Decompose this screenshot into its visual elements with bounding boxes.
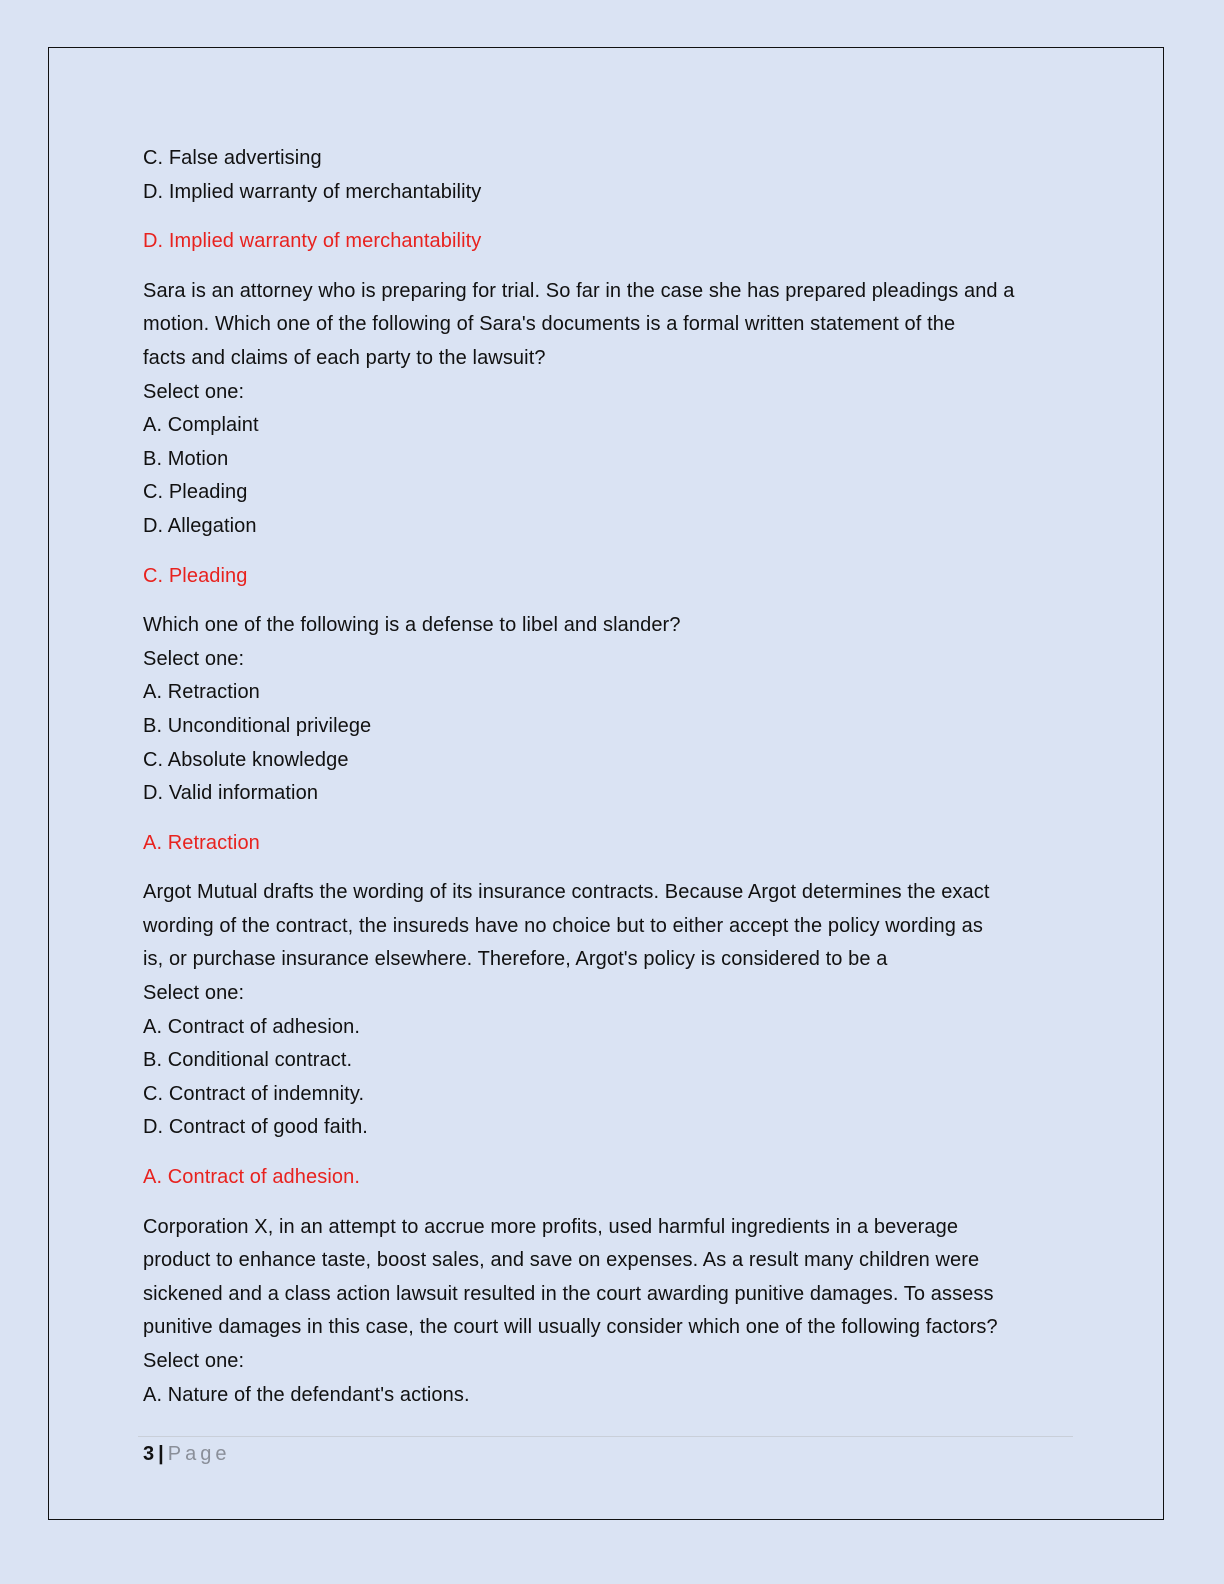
- question-3: [143, 609, 1083, 811]
- option: A. Nature of the defendant's actions.: [143, 1383, 470, 1406]
- footer-separator: |: [158, 1443, 164, 1465]
- question-text-line: facts and claims of each party to the lawsuit?: [143, 346, 546, 369]
- option: D. Contract of good faith.: [143, 1116, 368, 1139]
- option: A. Contract of adhesion.: [143, 1015, 360, 1038]
- select-one-label: Select one:: [143, 380, 245, 403]
- option: C. Pleading: [143, 481, 248, 504]
- select-one-label: Select one:: [143, 647, 245, 670]
- document-body: [143, 142, 1083, 1412]
- option: D. Valid information: [143, 782, 319, 805]
- option: A. Complaint: [143, 414, 259, 437]
- option: B. Motion: [143, 447, 229, 470]
- question-text-line: product to enhance taste, boost sales, and save on expenses. As a result many children were: [143, 1249, 980, 1272]
- option: B. Conditional contract.: [143, 1049, 353, 1072]
- question-text-line: is, or purchase insurance elsewhere. Therefore, Argot's policy is considered to be a: [143, 948, 888, 971]
- option: C. Absolute knowledge: [143, 748, 349, 771]
- option: A. Retraction: [143, 681, 260, 704]
- select-one-label: Select one:: [143, 1350, 245, 1372]
- select-one-label: Select one:: [143, 982, 245, 1005]
- page-label: Page: [167, 1443, 231, 1465]
- option: C. False advertising: [143, 147, 322, 169]
- question-1-options-tail: [143, 142, 1083, 209]
- question-text-line: motion. Which one of the following of Sara's documents is a formal written statement of the: [143, 313, 956, 336]
- question-5: [143, 1211, 1083, 1413]
- option: C. Contract of indemnity.: [143, 1082, 365, 1105]
- option: D. Implied warranty of merchantability: [143, 180, 482, 203]
- question-text-line: wording of the contract, the insureds have no choice but to either accept the policy wording as: [143, 914, 983, 937]
- answer-2: C. Pleading: [143, 564, 248, 587]
- question-text-line: punitive damages in this case, the court will usually consider which one of the following factors?: [143, 1316, 998, 1339]
- question-4: [143, 876, 1083, 1145]
- option: B. Unconditional privilege: [143, 714, 372, 737]
- question-2: [143, 275, 1083, 544]
- question-text-line: Which one of the following is a defense to libel and slander?: [143, 614, 681, 637]
- footer-divider: [138, 1436, 1073, 1437]
- question-text-line: sickened and a class action lawsuit resulted in the court awarding punitive damages. To assess: [143, 1282, 994, 1305]
- question-text-line: Sara is an attorney who is preparing for trial. So far in the case she has prepared pleadings and a: [143, 279, 1015, 302]
- answer-3: A. Retraction: [143, 831, 260, 854]
- answer-1: D. Implied warranty of merchantability: [143, 230, 482, 253]
- question-text-line: Corporation X, in an attempt to accrue more profits, used harmful ingredients in a beverage: [143, 1215, 959, 1238]
- page-footer: [143, 1440, 230, 1468]
- page-number: 3: [143, 1443, 155, 1465]
- answer-4: A. Contract of adhesion.: [143, 1166, 360, 1189]
- question-text-line: Argot Mutual drafts the wording of its insurance contracts. Because Argot determines the exact: [143, 881, 990, 904]
- option: D. Allegation: [143, 514, 257, 537]
